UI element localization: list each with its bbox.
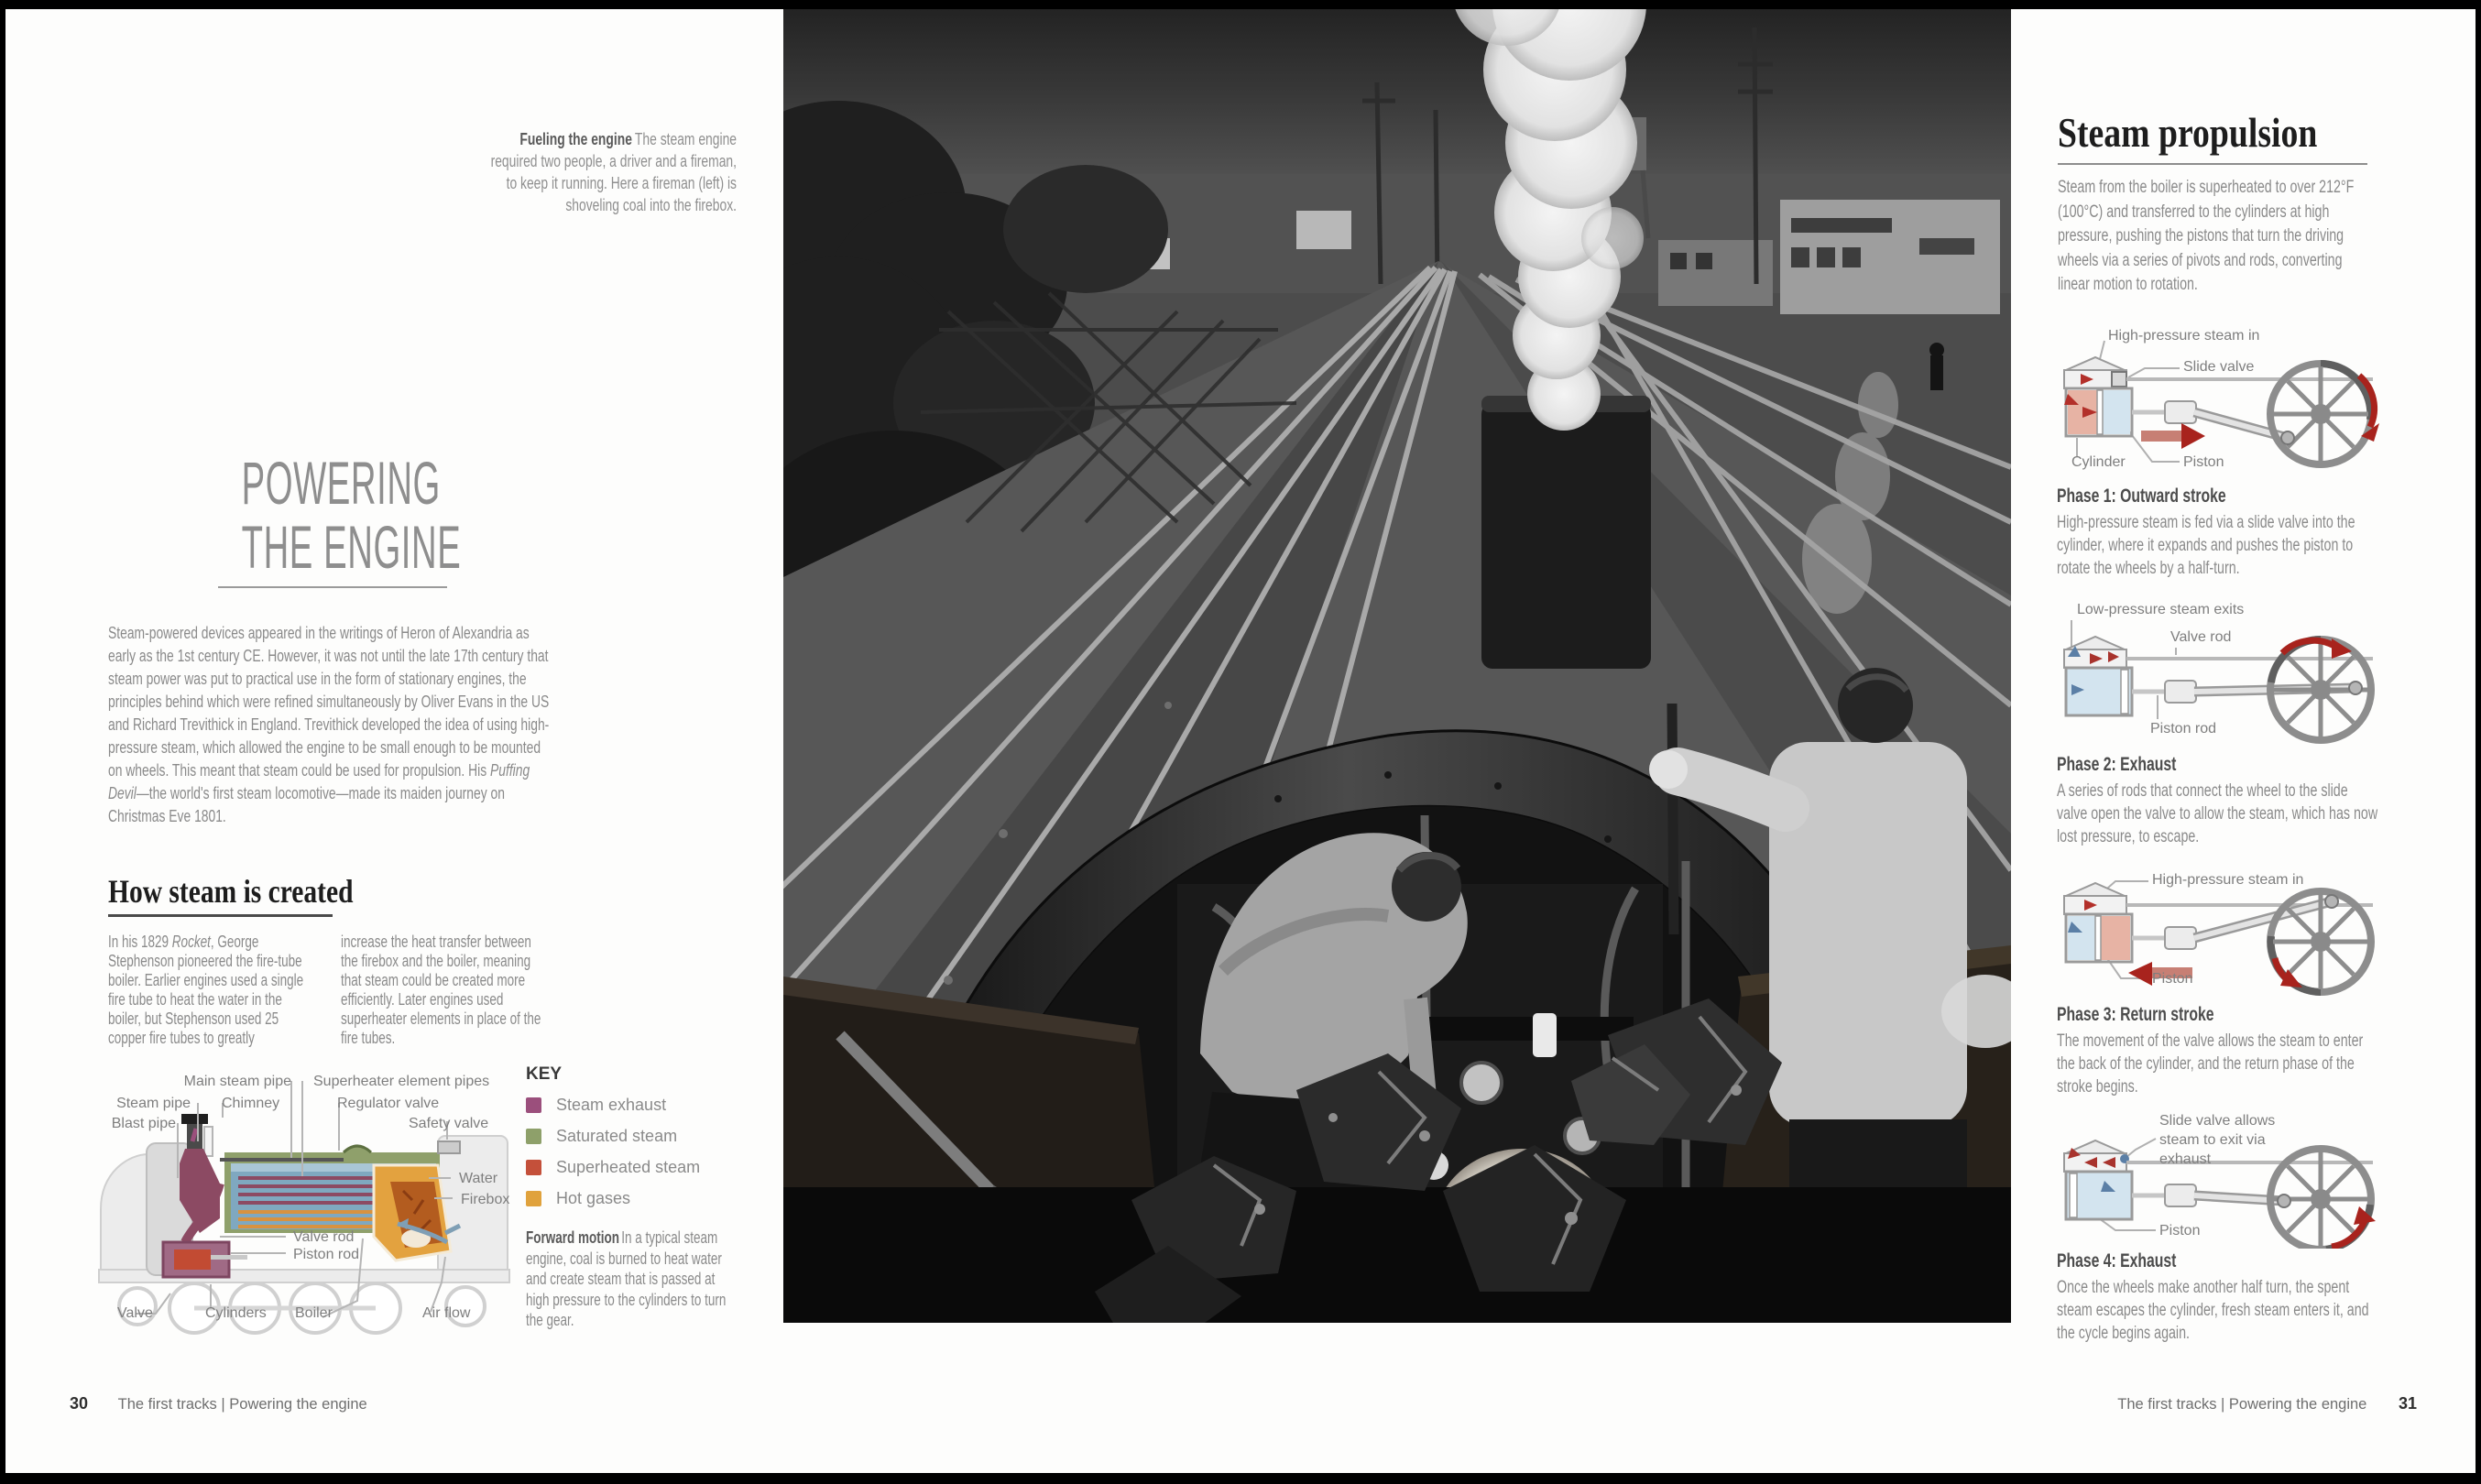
forward-motion-note [526,1228,740,1331]
tender-ahead [1481,396,1651,669]
page-title [172,451,502,579]
label-valve: Valve [117,1305,153,1321]
phase1-label-steam-in: High-pressure steam in [2108,328,2260,344]
phase-3-diagram [2057,870,2387,1003]
hot-gases-swatch [526,1191,541,1206]
phase-1-block [2057,328,2387,594]
col1-b: , George Stephenson pioneered the fire-tube boiler. Earlier engines used a single fire tube to heat the water in the boiler, but Stephenson used 25 copper fire tubes to greatly [108,933,304,1047]
phase-4-body: Once the wheels make another half turn, the spent steam escapes the cylinder, fresh steam enters it, and the cycle begins again. [2057,1278,2369,1343]
locomotive-footplate-photo [783,9,2011,1323]
label-chimney: Chimney [222,1096,280,1111]
phase2-wheel [2270,639,2371,740]
phase1-label-piston: Piston [2183,454,2224,470]
phase1-wheel [2270,364,2371,464]
phase3-label-steam-in: High-pressure steam in [2152,872,2304,888]
key-label: Saturated steam [556,1127,678,1145]
phase-3-title: Phase 3: Return stroke [2057,1004,2214,1025]
phase-4-block [2057,1111,2387,1368]
phase-2-text [2057,754,2380,848]
safety-valve-part [438,1141,460,1153]
label-valve-rod: Valve rod [293,1229,355,1245]
superheated-steam-swatch [526,1160,541,1175]
title-rule [218,586,447,588]
phase-2-block [2057,600,2387,866]
intro-italic: Puffing Devil [108,760,530,802]
label-blast-pipe: Blast pipe [111,1116,176,1131]
label-boiler: Boiler [295,1305,333,1321]
regulator-part [344,1146,371,1152]
phase-2-diagram [2057,600,2387,751]
forward-motion-lead: Forward motion [526,1228,619,1247]
key-item [526,1189,746,1208]
distant-person [1929,343,1944,390]
right-page-number: 31 [2398,1394,2417,1413]
steam-pipe-part [204,1127,213,1156]
phase2-label-piston-rod: Piston rod [2150,721,2217,737]
section-column-1 [108,933,309,1048]
photo-caption [481,128,737,216]
phase-1-text [2057,486,2380,580]
saturated-steam-swatch [526,1129,541,1144]
right-intro: Steam from the boiler is superheated to over 212°F (100°C) and transferred to the cylinders at high pressure, pushing the pistons that turn the driving wheels via a series of pivots and rods, converting linear motion to rotation. [2058,178,2355,294]
key-block [526,1064,746,1220]
phase2-label-exit: Low-pressure steam exits [2077,602,2245,617]
key-item [526,1127,746,1146]
caption-lead: Fueling the engine [519,129,632,148]
phase2-label-valve-rod: Valve rod [2170,629,2232,645]
phase1-label-slide-valve: Slide valve [2183,359,2255,375]
phase-4-text [2057,1250,2380,1345]
label-firebox: Firebox [461,1192,510,1207]
key-label: Hot gases [556,1189,631,1207]
key-label: Superheated steam [556,1158,701,1176]
section-column-2: increase the heat transfer between the firebox and the boiler, meaning that steam could be created more efficiently. Later engines used superheater elements in place of the fire tubes. [341,933,541,1047]
phase-2-body: A series of rods that connect the wheel to the slide valve open the valve to allow the steam, which has now lost pressure, to escape. [2057,781,2378,846]
right-heading: Steam propulsion [2058,109,2318,156]
phase-3-text [2057,1004,2380,1098]
col1-a: In his 1829 [108,933,172,951]
intro-text-2: —the world's first steam locomotive—made its maiden journey on Christmas Eve 1801. [108,783,505,825]
key-item [526,1096,746,1115]
phase4-label-piston: Piston [2159,1223,2201,1238]
key-title: KEY [526,1064,563,1084]
label-steam-pipe: Steam pipe [116,1096,191,1111]
phase-3-block [2057,870,2387,1127]
label-piston-rod: Piston rod [293,1247,360,1262]
label-safety-valve: Safety valve [409,1116,489,1131]
label-superheater-pipes: Superheater element pipes [313,1074,490,1089]
page-title-line1: POWERING [241,449,441,517]
intro-paragraph [108,621,552,827]
col1-italic: Rocket [171,933,211,951]
label-cylinders: Cylinders [205,1305,267,1321]
phase-1-title: Phase 1: Outward stroke [2057,486,2226,507]
phase-2-title: Phase 2: Exhaust [2057,754,2177,775]
steam-exhaust-swatch [526,1097,541,1113]
photo-sky [783,9,2011,192]
left-footer [70,1394,367,1413]
caption-text: The steam engine required two people, a driver and a fireman, to keep it running. Here a fireman (left) is shoveling coal into the firebox. [490,129,737,214]
right-footer-text: The first tracks | Powering the engine [2117,1396,2367,1413]
right-heading-rule [2058,163,2367,165]
page-surface [5,9,2476,1473]
key-label: Steam exhaust [556,1096,667,1114]
forward-motion-text: In a typical steam engine, coal is burned to heat water and create steam that is passed at high pressure to the cylinders to turn the gear. [526,1228,727,1329]
right-footer [2104,1394,2417,1413]
phase-4-title: Phase 4: Exhaust [2057,1250,2177,1271]
label-regulator-valve: Regulator valve [337,1096,440,1111]
label-water: Water [459,1171,498,1186]
phase-1-body: High-pressure steam is fed via a slide valve into the cylinder, where it expands and pushes the piston to rotate the wheels by a half-turn. [2057,513,2355,578]
key-item [526,1158,746,1177]
intro-text-1: Steam-powered devices appeared in the writings of Heron of Alexandria as early as the 1st century CE. However, it was not until the late 17th century that steam power was put to practical use in the form of stationary engines, the principles behind which were refined simultaneously by Oliver Evans in the US and Richard Trevithick in England. Trevithick developed the idea of using high-pressure steam, which allowed the engine to be small enough to be mounted on wheels. This meant that steam could be used for propulsion. His [108,623,550,780]
section-heading: How steam is created [108,873,354,910]
phase1-label-cylinder: Cylinder [2071,454,2126,470]
page-title-line2: THE ENGINE [241,513,462,581]
section-rule [108,914,333,917]
phase4-label-slide: Slide valve allows steam to exit via exhaust [2159,1113,2276,1167]
left-page-number: 30 [70,1394,89,1413]
phase3-label-piston: Piston [2152,971,2193,987]
phase-3-body: The movement of the valve allows the steam to enter the back of the cylinder, and the return phase of the stroke begins. [2057,1031,2364,1097]
label-main-steam-pipe: Main steam pipe [183,1074,291,1089]
label-air-flow: Air flow [422,1305,471,1321]
left-footer-text: The first tracks | Powering the engine [117,1396,367,1413]
